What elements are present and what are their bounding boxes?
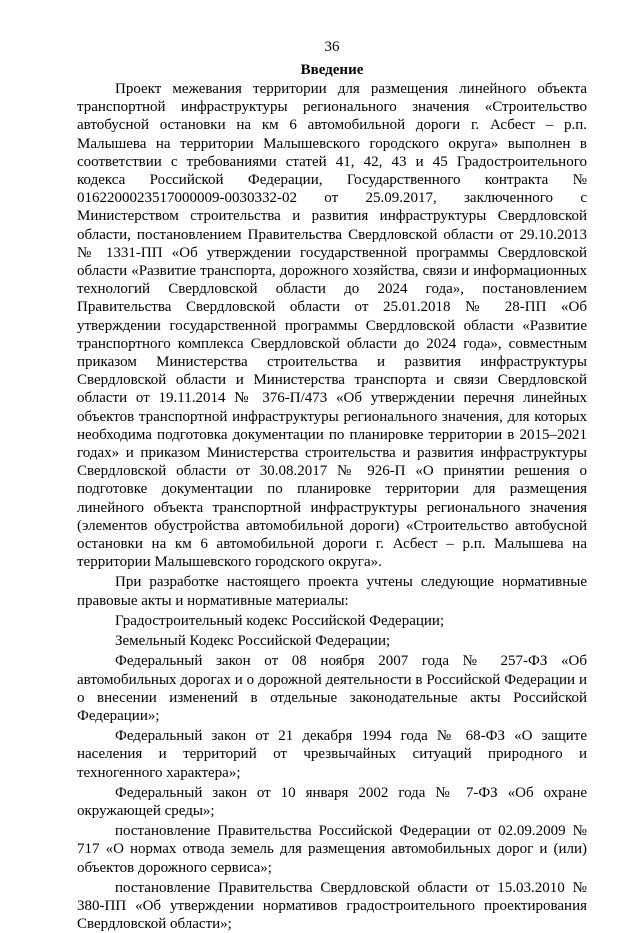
body-text	[77, 80, 587, 933]
intro-paragraph: Проект межевания территории для размещения линейного объекта транспортной инфраструктуры регионального значения «Строительство автобусной остановки на км 6 автомобильной дороги г. Асбест – р.п. Малышева на территории Малышевского городского округа» выполнен в соответствии с требованиями статей 41, 42, 43 и 45 Градостроительного кодекса Российской Федерации, Государственного контракта № 0162200023517000009-0030332-02 от 25.09.2017, заключенного с Министерством строительства и развития инфраструктуры Свердловской области, постановлением Правительства Свердловской области от 29.10.2013 № 1331-ПП «Об утверждении государственной программы Свердловской области «Развитие транспорта, дорожного хозяйства, связи и информационных технологий Свердловской области до 2024 года», постановлением Правительства Свердловской области от 25.01.2018 № 28-ПП «Об утверждении государственной программы Свердловской области «Развитие транспортного комплекса Свердловской области до 2024 года», совместным приказом Министерства строительства и развития инфраструктуры Свердловской области и Министерства транспорта и связи Свердловской области от 19.11.2014 № 376-П/473 «Об утверждении перечня линейных объектов транспортной инфраструктуры регионального значения, для которых необходима подготовка документации по планировке территории в 2015–2021 годах» и приказом Министерства строительства и развития инфраструктуры Свердловской области от 30.08.2017 № 926-П «О принятии решения о подготовке документации по планировке территории для размещения линейного объекта транспортной инфраструктуры регионального значения (элементов обустройства автомобильной дороги) «Строительство автобусной остановки на км 6 автомобильной дороги г. Асбест – р.п. Малышева на территории Малышевского городского округа».	[77, 81, 587, 571]
regulation-item: постановление Правительства Свердловской области от 15.03.2010 № 380-ПП «Об утверждении нормативов градостроительного проектирования Свердловской области»;	[77, 879, 587, 933]
regulation-item: Федеральный закон от 08 ноября 2007 года № 257-ФЗ «Об автомобильных дорогах и о дорожной деятельности в Российской Федерации и о внесении изменений в отдельные законодательные акты Российской Федерации»;	[77, 653, 587, 724]
regulations-intro-paragraph: При разработке настоящего проекта учтены следующие нормативные правовые акты и нормативные материалы:	[77, 574, 587, 609]
section-heading: Введение	[300, 62, 364, 78]
page-number: 36	[324, 39, 340, 55]
regulation-item: Градостроительный кодекс Российской Федерации;	[115, 612, 445, 629]
regulation-item: Федеральный закон от 10 января 2002 года № 7-ФЗ «Об охране окружающей среды»;	[77, 784, 587, 819]
regulation-item: Земельный Кодекс Российской Федерации;	[115, 633, 391, 650]
regulation-item: Федеральный закон от 21 декабря 1994 года № 68-ФЗ «О защите населения и территорий от чрезвычайных ситуаций природного и техногенного характера»;	[77, 728, 587, 781]
regulation-item: постановление Правительства Российской Федерации от 02.09.2009 № 717 «О нормах отвода земель для размещения автомобильных дорог и (или) объектов дорожного сервиса»;	[77, 823, 587, 876]
